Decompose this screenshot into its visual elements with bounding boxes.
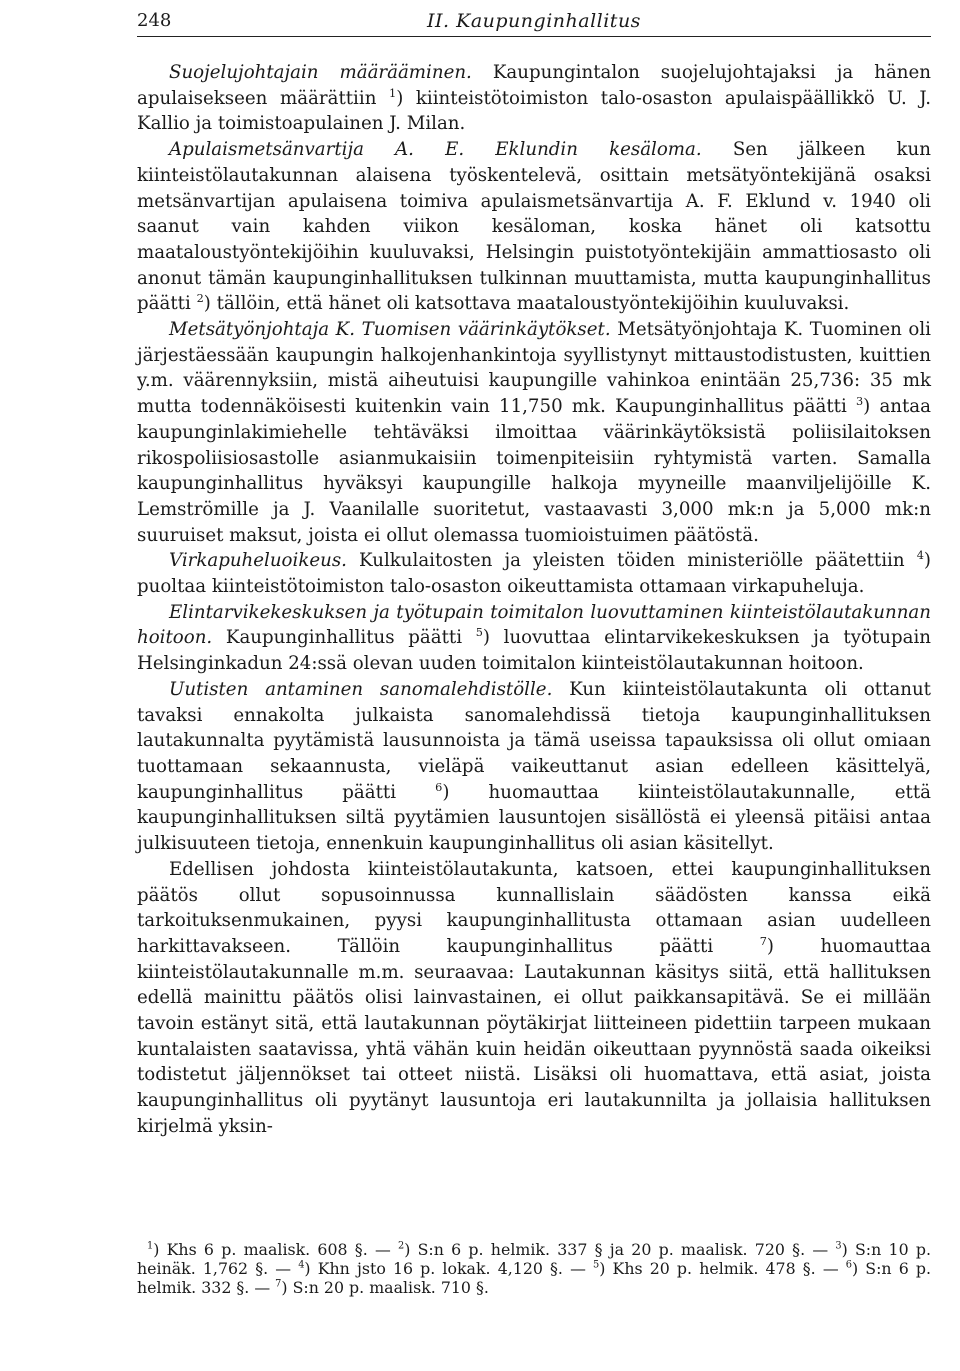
- running-header: [137, 6, 931, 37]
- footnote-number: 7: [275, 1279, 282, 1291]
- paragraph-text: Kulkulaitosten ja yleisten töiden ministeriölle päätettiin: [359, 550, 905, 572]
- footnote-text: ) S:n 6 p. helmik. 337 § ja 20 p. maalisk. 720 §. —: [404, 1240, 836, 1259]
- paragraph-text: Sen jälkeen kun kiinteistölautakunnan alaisena työskentelevä, osittain metsätyöntekijänä osaksi metsänvartijan apulaisena toimiva apulaismetsänvartija A. F. Eklund v. 1940 oli saanut vain kahden viikon kesäloman, koska hänet oli katsottu maataloustyöntekijöihin kuuluvaksi, Helsingin puistotyöntekijäin ammattiosasto oli anonut tämän kaupunginhallituksen tulkinnan muuttamista, mutta kaupunginhallitus päätti: [137, 139, 931, 315]
- paragraph-uutiset: [137, 677, 931, 857]
- page-number: 248: [137, 10, 172, 31]
- paragraph-text: ) puoltaa kiinteistötoimiston talo-osaston oikeuttamista ottamaan virkapuheluja.: [137, 550, 931, 598]
- footnote-ref: 7: [759, 934, 767, 948]
- footnote-number: 6: [845, 1259, 852, 1271]
- footnote-number: 3: [835, 1240, 842, 1252]
- footnote-ref: 6: [435, 780, 443, 794]
- paragraph-text: Kun kiinteistölautakunta oli ottanut tavaksi ennakolta julkaista sanomalehdissä tietoja kaupunginhallituksen lautakunnalta pyytämistä lausunnoista ja tämä useissa tapauksissa oli ollut omiaan tuottamaan sekaannusta, vieläpä vaikeuttanut asian edelleen käsittelyä, kaupunginhallitus päätti: [137, 678, 931, 803]
- paragraph-heading: Uutisten antaminen sanomalehdistölle.: [169, 678, 553, 700]
- paragraph-text: ) huomauttaa kiinteistölautakunnalle, että kaupunginhallituksen siltä pyytämien lausuntojen sisällöstä ei yleensä pitäisi antaa julkisuuteen tietoja, ennenkuin kaupunginhallitus oli asian käsitellyt.: [137, 781, 931, 855]
- paragraph-edellisen-johdosta: [137, 857, 931, 1140]
- footnote-text: ) Khn jsto 16 p. lokak. 4,120 §. —: [304, 1259, 593, 1279]
- footnote-text: ) Khs 6 p. maalisk. 608 §. —: [153, 1240, 398, 1259]
- footnote-list: [137, 1240, 931, 1298]
- footnote-number: 5: [593, 1259, 600, 1271]
- footnote-ref: 5: [475, 626, 483, 640]
- footnote-number: 2: [397, 1240, 405, 1252]
- footnote-ref: 2: [196, 292, 204, 306]
- footnote-number: 4: [298, 1259, 305, 1271]
- footnotes: [137, 1240, 931, 1298]
- paragraph-elintarvikekeskus: [137, 600, 931, 677]
- body-text: [137, 60, 931, 1140]
- footnote-ref: 1: [389, 86, 397, 100]
- footnote-ref: 4: [916, 549, 924, 563]
- paragraph-text: ) tällöin, että hänet oli katsottava maataloustyöntekijöihin kuuluvaksi.: [203, 293, 850, 315]
- footnote-text: ) Khs 20 p. helmik. 478 §. —: [599, 1259, 846, 1279]
- paragraph-text: ) kiinteistötoimiston talo-osaston apulaispäällikkö U. J. Kallio ja toimistoapulainen J. Milan.: [137, 87, 931, 135]
- paragraph-text: Kaupunginhallitus päätti: [225, 627, 463, 649]
- paragraph-text: Metsätyönjohtaja K. Tuominen oli järjestäessään kaupungin halkojenhankintoja syyllistynyt mittaustodistusten, kuittien y.m. väärennyksiin, mistä aiheutuisi kaupungille vahinkoa enintään 25,736: 35 mk mutta todennäköisesti kuitenkin vain 11,750 mk. Kaupunginhallitus päätti: [137, 319, 931, 418]
- paragraph-eklund-kesaloma: [137, 137, 931, 317]
- paragraph-text: Kaupungintalon suojelujohtajaksi ja hänen apulaisekseen määrättiin: [137, 62, 931, 109]
- footnote-text: ) S:n 20 p. maalisk. 710 §.: [281, 1278, 489, 1298]
- paragraph-text: Edellisen johdosta kiinteistölautakunta, katsoen, ettei kaupunginhallituksen päätös ollut sopusoinnussa kunnallislain säädösten kanssa eikä tarkoituksenmukainen, pyysi kaupunginhallitusta ottamaan asian uudelleen harkittavakseen. Tällöin kaupunginhallitus päätti: [137, 858, 931, 957]
- footnote-text: ) S:n 6 p. helmik. 332 §. —: [137, 1259, 931, 1298]
- paragraph-heading: Elintarvikekeskuksen ja työtupain toimitalon luovuttaminen kiinteistölautakunnan hoitoon.: [137, 601, 931, 649]
- paragraph-text: ) huomauttaa kiinteistölautakunnalle m.m. seuraavaa: Lautakunnan käsitys siitä, että hallituksen edellä mainittu päätös olisi lainvastainen, ei ollut paikkansapitävä. Se ei millään tavoin estänyt sitä, että lautakunnan pöytäkirjat liitteineen pidettiin tarpeen mukaan kuntalaisten saatavissa, yhtä vähän kuin heidän oikeuttaan pyynnöstä saada oikeiksi todistetut jäljennökset tai otteet niistä. Lisäksi oli huomattava, että asiat, joista kaupunginhallitus oli pyytänyt lausuntoja eri lautakunnilta ja jollaisia hallituksen kirjelmä yksin-: [137, 935, 931, 1137]
- paragraph-heading: Suojelujohtajain määrääminen.: [169, 62, 472, 83]
- paragraph-suojelujohtajat: [137, 60, 931, 137]
- footnote-number: 1: [147, 1240, 154, 1252]
- footnote-ref: 3: [855, 395, 864, 409]
- paragraph-heading: Virkapuheluoikeus.: [169, 550, 347, 572]
- paragraph-virkapuhelu: [137, 548, 931, 599]
- paragraph-text: ) antaa kaupunginlakimiehelle tehtäväksi ilmoittaa väärinkäytöksistä poliisilaitoksen rikospoliisiosastolle asianmukaisiin toimenpiteisiin ryhtymistä varten. Samalla kaupunginhallitus hyväksyi kaupungille halkoja myyneille maanviljelijöille K. Lemströmille ja J. Vaanilalle suoritetut, vastaavasti 3,000 mk:n ja 5,000 mk:n suuruiset maksut, joista ei ollut olemassa tuomioistuimen päätöstä.: [137, 396, 931, 546]
- paragraph-heading: Metsätyönjohtaja K. Tuomisen väärinkäytökset.: [169, 319, 611, 341]
- paragraph-heading: Apulaismetsänvartija A. E. Eklundin kesäloma.: [169, 139, 702, 161]
- running-title: II. Kaupunginhallitus: [427, 10, 641, 32]
- paragraph-text: ) luovuttaa elintarvikekeskuksen ja työtupain Helsinginkadun 24:ssä olevan uuden toimitalon kiinteistölautakunnan hoitoon.: [137, 627, 931, 675]
- paragraph-tuominen: [137, 317, 931, 548]
- footnote-text: ) S:n 10 p. heinäk. 1,762 §. —: [137, 1240, 931, 1279]
